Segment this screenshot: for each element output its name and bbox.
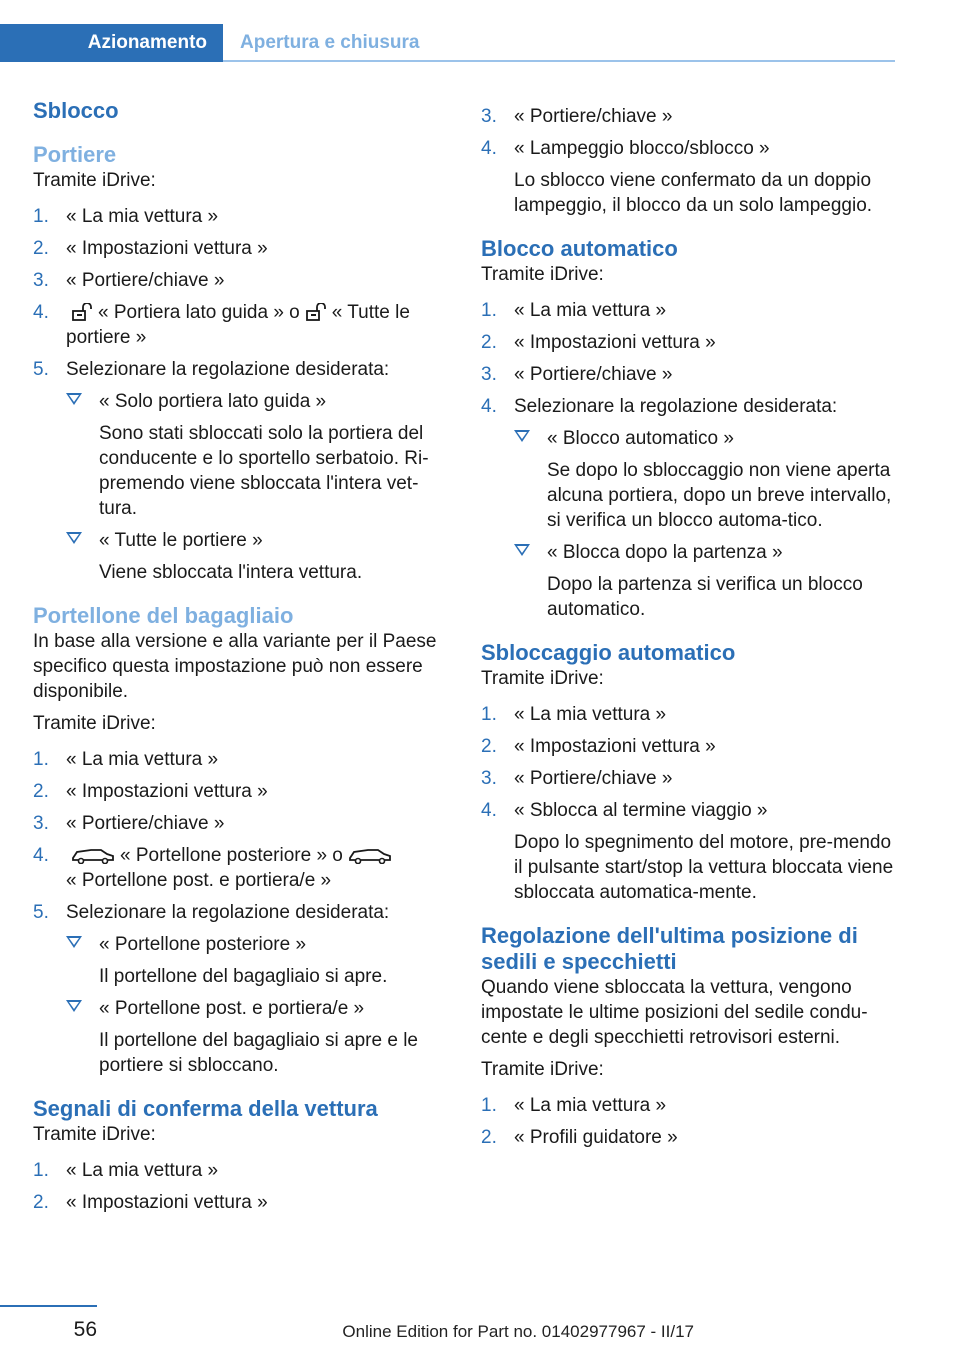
list-item: 3. « Portiere/chiave » — [481, 364, 673, 385]
list-item: 3. « Portiere/chiave » — [481, 768, 673, 789]
footer-rule — [0, 1305, 97, 1307]
list-item: 1. « La mia vettura » — [481, 1095, 667, 1116]
car-trunk-icon — [348, 846, 392, 864]
tab-azionamento[interactable]: Azionamento — [0, 24, 223, 62]
intro-text: Tramite iDrive: — [481, 668, 604, 689]
triangle-bullet-icon — [66, 1000, 82, 1012]
option-item: « Tutte le portiere » Viene sbloccata l'intera vettura. — [66, 528, 453, 585]
steps-list — [33, 747, 453, 1078]
triangle-bullet-icon — [514, 544, 530, 556]
intro-text: Tramite iDrive: — [481, 1059, 604, 1080]
edition-text: Online Edition for Part no. 01402977967 - II/17 — [342, 1322, 694, 1341]
unlock-door-icon — [71, 303, 93, 321]
list-item: 1. « La mia vettura » — [481, 704, 667, 725]
right-column — [481, 104, 901, 1168]
list-item: 3. « Portiere/chiave » — [481, 106, 673, 127]
option-item: « Blocca dopo la partenza » Dopo la partenza si verifica un blocco automatico. — [514, 540, 901, 622]
unlock-door-icon — [305, 303, 327, 321]
intro-text: Tramite iDrive: — [33, 170, 156, 191]
list-item: 3. « Portiere/chiave » — [33, 813, 225, 834]
steps-list — [481, 104, 901, 218]
tab-apertura-chiusura[interactable]: Apertura e chiusura — [240, 32, 420, 53]
list-item: 4. « Portellone posteriore » o « Portellone post. e portiera/e » — [33, 843, 453, 893]
heading-blocco-automatico: Blocco automatico — [481, 236, 678, 261]
heading-portiere: Portiere — [33, 142, 117, 167]
list-item: 2. « Impostazioni vettura » — [481, 736, 716, 757]
left-column — [33, 98, 453, 1233]
option-item: « Blocco automatico » Se dopo lo sbloccaggio non viene aperta alcuna portiera, dopo un breve intervallo, si verifica un blocco automa-tico. — [514, 426, 901, 533]
list-item: 4. « Sblocca al termine viaggio » Dopo lo spegnimento del motore, pre-mendo il pulsante start/stop la vettura bloccata viene sbloccata automatica-mente. — [481, 800, 894, 903]
list-item: 4. « Lampeggio blocco/sblocco » Lo sblocco viene confermato da un doppio lampeggio, il blocco da un solo lampeggio. — [481, 138, 873, 216]
steps-list — [481, 1093, 901, 1150]
list-item: 2. « Profili guidatore » — [481, 1127, 678, 1148]
list-item: 5. Selezionare la regolazione desiderata: « Solo portiera lato guida » Sono stati sbloccati solo la portiera del conducente e lo sportello serbatoio. Ri-premendo viene sbloccata l'intera vet-tura. « Tutte le portiere » Viene sbloccata l'intera vettura. — [33, 357, 453, 585]
list-item: 2. « Impostazioni vettura » — [33, 781, 268, 802]
header-divider — [223, 60, 895, 62]
list-item: 1. « La mia vettura » — [481, 300, 667, 321]
option-item: « Solo portiera lato guida » Sono stati sbloccati solo la portiera del conducente e lo sportello serbatoio. Ri-premendo viene sbloccata l'intera vet-tura. — [66, 389, 453, 521]
note-text: Quando viene sbloccata la vettura, vengono impostate le ultime posizioni del sedile condu-cente e degli specchietti retrovisori esterni. — [481, 977, 868, 1048]
triangle-bullet-icon — [66, 532, 82, 544]
triangle-bullet-icon — [66, 393, 82, 405]
note-text: In base alla versione e alla variante per il Paese specifico questa impostazione può non essere disponibile. — [33, 631, 437, 702]
heading-sbloccaggio-automatico: Sbloccaggio automatico — [481, 640, 736, 665]
list-item: 1. « La mia vettura » — [33, 749, 219, 770]
intro-text: Tramite iDrive: — [33, 1124, 156, 1145]
list-item: 4. Selezionare la regolazione desiderata: « Blocco automatico » Se dopo lo sbloccaggio non viene aperta alcuna portiera, dopo un breve intervallo, si verifica un blocco automa-tico. « Blocca dopo la partenza » Dopo la partenza si verifica un blocco automatico. — [481, 394, 901, 622]
heading-segnali-conferma: Segnali di conferma della vettura — [33, 1096, 378, 1121]
section-title-sblocco: Sblocco — [33, 98, 119, 123]
heading-ultima-posizione: Regolazione dell'ultima posizione di sedili e specchietti — [481, 923, 858, 974]
steps-list — [481, 298, 901, 622]
list-item: 2. « Impostazioni vettura » — [33, 238, 268, 259]
list-item: 1. « La mia vettura » — [33, 206, 219, 227]
list-item: 5. Selezionare la regolazione desiderata: « Portellone posteriore » Il portellone del bagagliaio si apre. « Portellone post. e portiera/e » Il portellone del bagagliaio si apre e le portiere si sbloccano. — [33, 900, 453, 1078]
heading-portellone: Portellone del bagagliaio — [33, 603, 294, 628]
steps-list — [33, 1158, 453, 1215]
page-header — [0, 24, 960, 62]
list-item: 4. « Portiera lato guida » o « Tutte le portiere » — [33, 302, 410, 348]
steps-list — [481, 702, 901, 905]
option-item: « Portellone post. e portiera/e » Il portellone del bagagliaio si apre e le portiere si sbloccano. — [66, 996, 453, 1078]
intro-text: Tramite iDrive: — [481, 264, 604, 285]
triangle-bullet-icon — [514, 430, 530, 442]
car-trunk-icon — [71, 846, 115, 864]
list-item: 2. « Impostazioni vettura » — [33, 1192, 268, 1213]
steps-list — [33, 204, 453, 585]
triangle-bullet-icon — [66, 936, 82, 948]
list-item: 2. « Impostazioni vettura » — [481, 332, 716, 353]
list-item: 1. « La mia vettura » — [33, 1160, 219, 1181]
page-number: 56 — [73, 1318, 97, 1341]
intro-text: Tramite iDrive: — [33, 713, 156, 734]
option-item: « Portellone posteriore » Il portellone del bagagliaio si apre. — [66, 932, 453, 989]
list-item: 3. « Portiere/chiave » — [33, 270, 225, 291]
